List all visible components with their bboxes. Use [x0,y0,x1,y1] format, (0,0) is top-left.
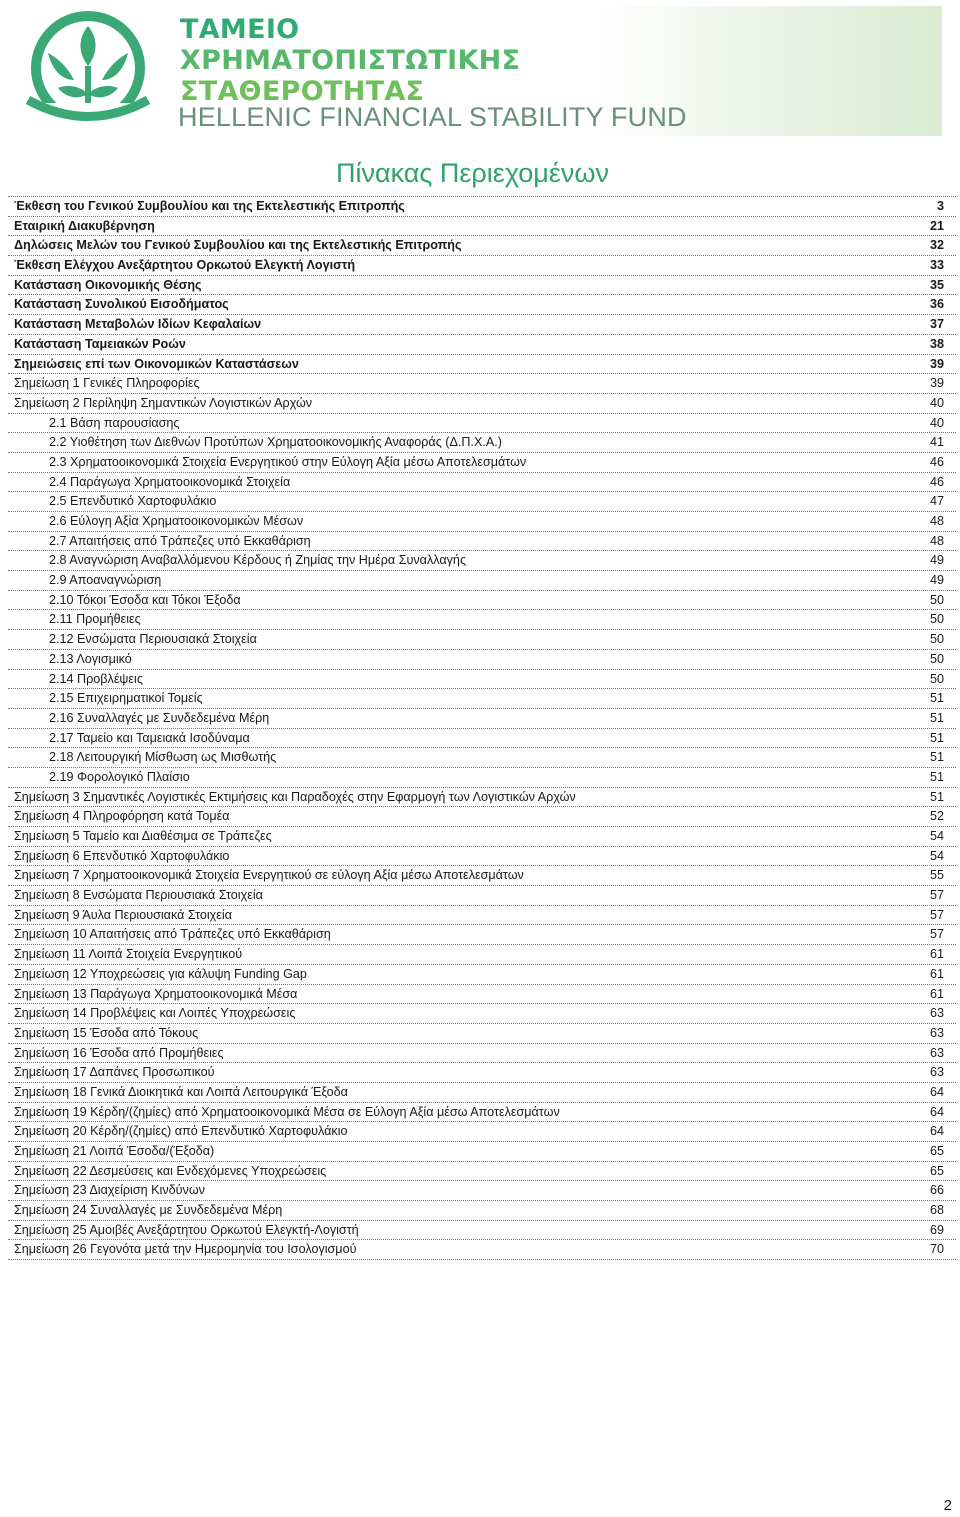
toc-entry[interactable] [8,807,956,827]
toc-entry-page: 51 [929,769,944,784]
toc-entry[interactable] [8,709,956,729]
toc-entry-label: Σημείωση 9 Άυλα Περιουσιακά Στοιχεία [14,907,232,922]
toc-entry[interactable] [8,1142,956,1162]
toc-entry-page: 70 [929,1242,944,1257]
toc-entry-label: Δηλώσεις Μελών του Γενικού Συμβουλίου και της Εκτελεστικής Επιτροπής [14,238,462,253]
toc-entry-page: 48 [929,533,944,548]
toc-entry[interactable] [8,1044,956,1064]
toc-entry[interactable] [8,1181,956,1201]
toc-entry-label: 2.1 Βάση παρουσίασης [49,415,180,430]
toc-entry-label: 2.5 Επενδυτικό Χαρτοφυλάκιο [49,494,217,509]
toc-entry[interactable] [8,788,956,808]
toc-entry-page: 3 [936,199,944,213]
toc-entry-label: 2.9 Αποαναγνώριση [49,573,162,588]
org-name-line-2: ΧΡΗΜΑΤΟΠΙΣΤΩΤΙΚΗΣ [180,45,521,76]
toc-entry[interactable] [8,670,956,690]
toc-entry-label: 2.11 Προμήθειες [49,612,141,627]
toc-entry-page: 50 [929,592,944,607]
toc-entry-label: 2.14 Προβλέψεις [49,671,143,686]
toc-entry-label: 2.19 Φορολογικό Πλαίσιο [49,769,190,784]
toc-entry-label: Έκθεση Ελέγχου Ανεξάρτητου Ορκωτού Ελεγκτή Λογιστή [14,258,356,273]
toc-entry[interactable] [8,197,956,217]
toc-entry[interactable] [8,1083,956,1103]
toc-entry[interactable] [8,768,956,788]
toc-entry-page: 52 [929,809,944,824]
org-name-line-1: ΤΑΜΕΙΟ [180,14,300,45]
toc-entry-page: 41 [929,435,944,450]
toc-entry-page: 54 [929,829,944,843]
toc-entry-label: Σημείωση 20 Κέρδη/(ζημίες) από Επενδυτικό Χαρτοφυλάκιο [14,1124,348,1139]
toc-entry-page: 57 [929,907,944,922]
toc-entry[interactable] [8,689,956,709]
toc-entry[interactable] [8,748,956,768]
toc-entry[interactable] [8,551,956,571]
toc-entry-label: 2.17 Ταμείο και Ταμειακά Ισοδύναμα [49,730,250,745]
toc-entry[interactable] [8,276,956,296]
toc-entry-page: 66 [929,1183,944,1198]
toc-entry[interactable] [8,591,956,611]
toc-entry[interactable] [8,610,956,630]
toc-entry-label: Σημείωση 15 Έσοδα από Τόκους [14,1025,199,1040]
toc-entry[interactable] [8,925,956,945]
toc-entry-label: Σημείωση 24 Συναλλαγές με Συνδεδεμένα Μέρη [14,1203,283,1218]
toc-entry[interactable] [8,827,956,847]
toc-entry-page: 63 [929,1045,944,1060]
toc-entry-page: 46 [929,454,944,469]
toc-entry-label: Σημείωση 19 Κέρδη/(ζημίες) από Χρηματοοικονομικά Μέσα σε Εύλογη Αξία μέσω Αποτελεσμάτων [14,1104,560,1119]
toc-entry-label: Σημείωση 12 Υποχρεώσεις για κάλυψη Funding Gap [14,966,307,981]
toc-entry-label: Σημείωση 13 Παράγωγα Χρηματοοικονομικά Μέσα [14,986,298,1001]
toc-entry[interactable] [8,1122,956,1142]
toc-entry-page: 63 [929,1065,944,1080]
toc-entry[interactable] [8,965,956,985]
toc-entry[interactable] [8,1221,956,1241]
toc-entry-label: Σημείωση 23 Διαχείριση Κινδύνων [14,1183,205,1198]
toc-entry-label: Σημείωση 3 Σημαντικές Λογιστικές Εκτιμήσεις και Παραδοχές στην Εφαρμογή των Λογιστικών Αρχών [14,789,576,804]
toc-entry[interactable] [8,295,956,315]
toc-entry-page: 51 [929,730,944,745]
toc-entry[interactable] [8,473,956,493]
toc-entry[interactable] [8,1103,956,1123]
toc-entry[interactable] [8,1201,956,1221]
toc-entry-page: 47 [929,494,944,509]
toc-entry[interactable] [8,1004,956,1024]
toc-title: Πίνακας Περιεχομένων [336,158,609,188]
toc-entry-label: Σημειώσεις επί των Οικονομικών Καταστάσεων [14,356,299,371]
toc-entry-page: 63 [929,1025,944,1040]
toc-entry-label: 2.18 Λειτουργική Μίσθωση ως Μισθωτής [49,750,277,765]
toc-entry-page: 38 [929,336,944,351]
toc-entry-label: Σημείωση 11 Λοιπά Στοιχεία Ενεργητικού [14,947,243,962]
toc-entry-page: 57 [929,888,944,903]
toc-entry-page: 55 [929,868,944,883]
toc-entry-label: Σημείωση 1 Γενικές Πληροφορίες [14,376,200,391]
hfsf-logo-icon [18,8,158,133]
toc-entry-label: 2.6 Εύλογη Αξία Χρηματοοικονομικών Μέσων [49,514,304,528]
toc-entry[interactable] [8,906,956,926]
toc-entry-page: 64 [929,1084,944,1099]
toc-entry-label: Σημείωση 7 Χρηματοοικονομικά Στοιχεία Ενεργητικού σε εύλογη Αξία μέσω Αποτελεσμάτων [14,868,524,883]
toc-entry-page: 61 [929,947,944,962]
toc-entry[interactable] [8,1162,956,1182]
organization-name-greek [180,14,520,107]
toc-entry[interactable] [8,532,956,552]
toc-entry[interactable] [8,985,956,1005]
org-name-line-3: ΣΤΑΘΕΡΟΤΗΤΑΣ [180,76,425,107]
toc-entry[interactable] [8,847,956,867]
toc-entry-page: 46 [929,474,944,489]
toc-entry[interactable] [8,394,956,414]
toc-entry-label: Σημείωση 4 Πληροφόρηση κατά Τομέα [14,809,230,824]
toc-entry-page: 64 [929,1124,944,1139]
toc-entry-label: Εταιρική Διακυβέρνηση [14,218,155,233]
toc-entry[interactable] [8,433,956,453]
toc-entry-page: 21 [929,218,944,233]
toc-entry-label: Κατάσταση Μεταβολών Ιδίων Κεφαλαίων [14,317,262,332]
toc-entry[interactable] [8,355,956,375]
toc-entry-label: Σημείωση 5 Ταμείο και Διαθέσιμα σε Τράπεζες [14,829,272,843]
toc-entry-label: Κατάσταση Συνολικού Εισοδήματος [14,297,229,312]
toc-entry-page: 48 [929,514,944,528]
toc-entry[interactable] [8,492,956,512]
toc-entry[interactable] [8,414,956,434]
toc-entry[interactable] [8,650,956,670]
toc-entry-page: 37 [929,317,944,332]
toc-entry-page: 50 [929,612,944,627]
toc-entry-page: 40 [929,395,944,410]
toc-entry-page: 50 [929,632,944,647]
toc-entry-label: Κατάσταση Οικονομικής Θέσης [14,277,202,292]
toc-entry[interactable] [8,256,956,276]
toc-entry-label: Σημείωση 16 Έσοδα από Προμήθειες [14,1045,224,1060]
toc-entry-label: 2.2 Υιοθέτηση των Διεθνών Προτύπων Χρηματοοικονομικής Αναφοράς (Δ.Π.Χ.Α.) [49,435,502,450]
toc-entry-page: 39 [929,356,944,371]
toc-entry-page: 51 [929,710,944,725]
toc-entry[interactable] [8,335,956,355]
toc-entry[interactable] [8,236,956,256]
toc-entry-label: Σημείωση 18 Γενικά Διοικητικά και Λοιπά Λειτουργικά Έξοδα [14,1084,348,1099]
toc-entry-label: Σημείωση 8 Ενσώματα Περιουσιακά Στοιχεία [14,888,263,903]
toc-entry-label: Σημείωση 21 Λοιπά Έσοδα/(Έξοδα) [14,1144,215,1158]
toc-entry-label: 2.8 Αναγνώριση Αναβαλλόμενου Κέρδους ή Ζημίας την Ημέρα Συναλλαγής [49,553,467,568]
toc-entry-label: 2.3 Χρηματοοικονομικά Στοιχεία Ενεργητικού στην Εύλογη Αξία μέσω Αποτελεσμάτων [49,454,527,469]
toc-entry[interactable] [8,1240,956,1260]
toc-entry-page: 51 [929,750,944,765]
toc-entry-label: 2.15 Επιχειρηματικοί Τομείς [49,691,203,706]
toc-entry-page: 51 [929,691,944,706]
toc-entry-label: 2.13 Λογισμικό [49,651,132,666]
toc-entry-label: Σημείωση 14 Προβλέψεις και Λοιπές Υποχρεώσεις [14,1006,296,1021]
table-of-contents [8,196,956,1260]
toc-entry-label: Σημείωση 25 Αμοιβές Ανεξάρτητου Ορκωτού Ελεγκτή-Λογιστή [14,1222,359,1237]
toc-entry-label: 2.16 Συναλλαγές με Συνδεδεμένα Μέρη [49,710,270,725]
toc-entry-label: Κατάσταση Ταμειακών Ροών [14,336,186,351]
toc-entry-label: 2.4 Παράγωγα Χρηματοοικονομικά Στοιχεία [49,474,291,489]
toc-entry[interactable] [8,1063,956,1083]
toc-entry-page: 63 [929,1006,944,1021]
toc-entry[interactable] [8,453,956,473]
toc-entry-page: 39 [929,376,944,391]
toc-entry-label: Σημείωση 22 Δεσμεύσεις και Ενδεχόμενες Υποχρεώσεις [14,1163,327,1178]
toc-entry-page: 69 [929,1222,944,1237]
toc-entry[interactable] [8,945,956,965]
toc-entry-page: 68 [929,1203,944,1218]
toc-entry-label: Σημείωση 10 Απαιτήσεις από Τράπεζες υπό Εκκαθάριση [14,927,331,942]
toc-entry[interactable] [8,886,956,906]
toc-entry[interactable] [8,630,956,650]
toc-entry-page: 49 [929,573,944,588]
page-number: 2 [943,1497,952,1514]
toc-entry-label: Σημείωση 2 Περίληψη Σημαντικών Λογιστικών Αρχών [14,395,313,410]
toc-entry-label: 2.7 Απαιτήσεις από Τράπεζες υπό Εκκαθάριση [49,533,311,548]
toc-entry-page: 65 [929,1163,944,1178]
toc-entry-label: Σημείωση 6 Επενδυτικό Χαρτοφυλάκιο [14,848,230,863]
toc-entry-page: 35 [929,277,944,292]
document-header [0,0,960,150]
toc-entry[interactable] [8,1024,956,1044]
toc-entry-page: 61 [929,966,944,981]
toc-entry-label: Έκθεση του Γενικού Συμβουλίου και της Εκτελεστικής Επιτροπής [14,199,405,213]
toc-entry-page: 40 [929,415,944,430]
toc-entry[interactable] [8,374,956,394]
toc-entry-page: 65 [929,1144,944,1158]
toc-entry-page: 32 [929,238,944,253]
toc-entry-page: 49 [929,553,944,568]
organization-name-english: HELLENIC FINANCIAL STABILITY FUND [178,102,687,132]
toc-entry[interactable] [8,315,956,335]
toc-entry-page: 64 [929,1104,944,1119]
toc-entry-label: 2.10 Τόκοι Έσοδα και Τόκοι Έξοδα [49,592,241,607]
toc-entry-page: 50 [929,651,944,666]
toc-entry[interactable] [8,512,956,532]
toc-entry-page: 50 [929,671,944,686]
toc-entry-page: 57 [929,927,944,942]
toc-entry[interactable] [8,866,956,886]
toc-entry-page: 61 [929,986,944,1001]
toc-entry-page: 51 [929,789,944,804]
toc-entry-label: Σημείωση 26 Γεγονότα μετά την Ημερομηνία του Ισολογισμού [14,1242,357,1257]
toc-entry-page: 54 [929,848,944,863]
toc-entry-page: 36 [929,297,944,312]
toc-entry[interactable] [8,729,956,749]
toc-entry-page: 33 [929,258,944,273]
toc-entry-label: 2.12 Ενσώματα Περιουσιακά Στοιχεία [49,632,257,647]
toc-entry[interactable] [8,217,956,237]
toc-entry[interactable] [8,571,956,591]
toc-entry-label: Σημείωση 17 Δαπάνες Προσωπικού [14,1065,215,1080]
